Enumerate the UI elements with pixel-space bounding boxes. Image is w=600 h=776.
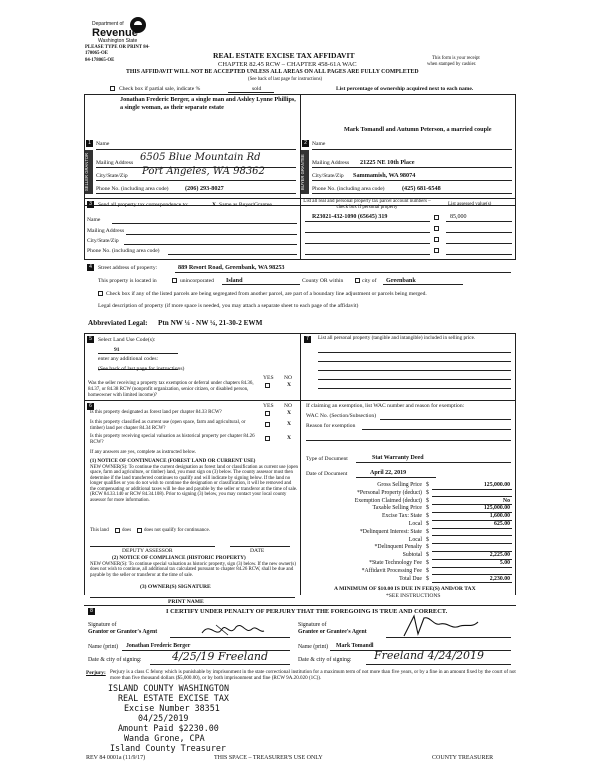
- land-use-label: Select Land Use Code(s):: [98, 337, 156, 343]
- grantor-signature-label-1: Signature of: [88, 622, 117, 628]
- buyer-name-value: Mark Tomandl and Autumn Peterson, a married couple: [344, 126, 492, 133]
- does-not-checkbox[interactable]: [137, 528, 142, 533]
- grantee-name-label: Name (print): [298, 644, 329, 650]
- tax-row-label: *Delinquent Interest: State: [359, 528, 422, 535]
- grantee-date-city-label: Date & city of signing:: [298, 657, 352, 663]
- form-code-1: 170065-OE: [85, 51, 108, 56]
- tax-row-currency: $: [426, 497, 429, 504]
- this-land-label: This land: [90, 528, 109, 533]
- notice-compliance-title: (2) NOTICE OF COMPLIANCE (HISTORIC PROPERTY): [112, 555, 246, 561]
- tax-row-currency: $: [426, 536, 429, 543]
- stamp-line-2: REAL ESTATE EXCISE TAX: [118, 693, 229, 703]
- assessed-header: List assessed value(s): [448, 202, 492, 207]
- buyer-mailing-value[interactable]: 21225 NE 10th Place: [360, 159, 415, 166]
- does-not-label: does not qualify for continuance.: [144, 528, 210, 533]
- tax-row-label: *State Technology Fee: [369, 560, 422, 566]
- county-label: County OR within: [302, 278, 344, 284]
- grantor-signature-mark[interactable]: [196, 619, 266, 641]
- form-code-2: 84-178065-OE: [85, 58, 115, 63]
- see-back-header: (See back of last page for instructions): [248, 77, 323, 82]
- historic-no-mark[interactable]: X: [287, 435, 292, 441]
- ownership-note: List percentage of ownership acquired next to each name.: [336, 86, 474, 92]
- forest-land-question: Is this property designated as forest land per chapter 84.33 RCW?: [90, 410, 222, 415]
- warning-text: THIS AFFIDAVIT WILL NOT BE ACCEPTED UNLESS ALL AREAS ON ALL PAGES ARE FULLY COMPLETED: [126, 69, 419, 75]
- tax-row-label: Exemption Claimed (deduct): [354, 497, 422, 504]
- agency-line3: Washington State: [98, 38, 138, 44]
- type-document-value[interactable]: Stat Warranty Deed: [372, 455, 424, 461]
- located-label: This property is located in: [98, 278, 157, 284]
- tax-row-currency: $: [426, 505, 429, 512]
- seller-city-label: City/State/Zip: [96, 173, 128, 179]
- stamp-line-3: Excise Number 38351: [124, 703, 220, 713]
- tax-row-currency: $: [426, 560, 429, 566]
- tax-row-label: Local: [408, 536, 422, 543]
- see-back-land-use: (See back of last page for instructions): [98, 366, 185, 372]
- notice-continuance-text: NEW OWNER(S): To continue the current designation as forest land or classification as current use (open space, farm and agriculture, or timber) land, you must sign on (3) below. The county assessor must then determine if the land transferred continues to qualify and will indicate by signing below. If the land no longer qualifies or you do not wish to continue the designation or classification, it will be removed and the compensating or additional taxes will be due and payable by the seller or transferor at the time of sale. (RCW 84.33.140 or RCW 84.34.108). Prior to signing (3) below, you may contact your local county assessor for more information.: [90, 465, 298, 503]
- forest-yes-checkbox[interactable]: [265, 411, 270, 416]
- certify-statement: I CERTIFY UNDER PENALTY OF PERJURY THAT THE FOREGOING IS TRUE AND CORRECT.: [166, 608, 448, 615]
- tax-row-value[interactable]: No: [502, 497, 510, 504]
- send-correspondence-label: Send all property tax correspondence to:: [98, 202, 189, 208]
- send-correspondence-mark[interactable]: X: [212, 202, 217, 208]
- tax-row-value[interactable]: 625.00: [494, 521, 510, 527]
- exemption-reason-label: Reason for exemption: [306, 423, 356, 429]
- seller-name-label: Name: [96, 141, 110, 147]
- historic-yes-checkbox[interactable]: [265, 436, 270, 441]
- tax-row-value[interactable]: 125,000.00: [483, 482, 510, 488]
- minimum-due-note: A MINIMUM OF $10.00 IS DUE IN FEE(S) AND/OR TAX: [334, 586, 476, 592]
- grantor-name-value[interactable]: Jonathan Frederic Berger: [126, 643, 191, 649]
- parcel-header: List all real and personal property tax parcel account numbers – check box if personal property: [303, 199, 431, 210]
- treasurer-use-only: THIS SPACE – TREASURER'S USE ONLY: [214, 755, 323, 761]
- tax-row-value[interactable]: 2,225.00: [489, 552, 510, 559]
- legal-description-note: Legal description of property (if more space is needed, you may attach a separate sheet to each page of the affidavit): [98, 303, 359, 309]
- notice-compliance-text: NEW OWNER(S): To continue special valuation as historic property, sign (3) below. If the new owner(s) does not wish to continue, all additional tax calculated pursuant to chapter 84.26 RCW, shall be due and payable by the seller or transferor at the time of sale.: [90, 562, 296, 578]
- city-of-label: city of: [362, 278, 377, 284]
- tax-row-label: Gross Selling Price: [377, 482, 422, 488]
- buyer-phone-label: Phone No. (including area code): [312, 186, 385, 192]
- tax-row-currency: $: [426, 544, 429, 551]
- tax-row-label: Taxable Selling Price: [372, 505, 422, 512]
- stamp-line-1: ISLAND COUNTY WASHINGTON: [108, 683, 230, 693]
- section-6-number: 6: [87, 403, 94, 410]
- abbrev-legal-label: Abbreviated Legal:: [88, 319, 148, 327]
- segregated-checkbox[interactable]: [98, 291, 103, 296]
- grantor-signature-label-2: Grantor or Grantor's Agent: [88, 629, 158, 635]
- stamp-line-5: Amount Paid $2230.00: [118, 723, 219, 733]
- form-subtitle: CHAPTER 82.45 RCW – CHAPTER 458-61A WAC: [218, 61, 357, 68]
- grantor-date-city-label: Date & city of signing:: [88, 657, 142, 663]
- sec6-no-header: NO: [284, 403, 293, 409]
- buyer-city-value[interactable]: Sammamish, WA 98074: [353, 172, 416, 179]
- stamp-line-4: 04/25/2019: [138, 713, 189, 723]
- section-4-number: 4: [87, 264, 94, 271]
- section-7-number: 7: [304, 336, 311, 343]
- wac-intro: If claiming an exemption, list WAC number and reason for exemption:: [306, 403, 465, 409]
- tax-row-currency: $: [426, 513, 429, 520]
- does-label: does: [122, 528, 132, 533]
- seller-phone-value[interactable]: (206) 293-8027: [185, 185, 224, 192]
- tax-row-label: *Personal Property (deduct): [356, 489, 422, 496]
- notice-continuance-title: (1) NOTICE OF CONTINUANCE (FOREST LAND OR CURRENT USE): [90, 458, 256, 464]
- forest-no-mark[interactable]: X: [287, 410, 292, 416]
- current-use-no-mark[interactable]: X: [287, 421, 292, 427]
- see-instructions-note: *SEE INSTRUCTIONS: [386, 593, 441, 599]
- tax-row-label: Subtotal: [402, 552, 422, 559]
- exemption-no-mark[interactable]: X: [287, 382, 292, 388]
- tax-row-value[interactable]: 5.00: [499, 560, 510, 566]
- stamp-line-7: Island County Treasurer: [110, 743, 226, 753]
- tax-row-currency: $: [426, 489, 429, 496]
- tax-row-label: Excise Tax: State: [381, 513, 422, 520]
- assessor-date-label: DATE: [250, 548, 265, 554]
- land-use-value[interactable]: 91: [114, 347, 120, 353]
- unincorporated-checkbox[interactable]: [172, 278, 177, 283]
- seller-mailing-value[interactable]: 6505 Blue Mountain Rd: [140, 152, 261, 163]
- owner-signature-label: (3) OWNER(S) SIGNATURE: [140, 584, 211, 590]
- type-document-label: Type of Document: [306, 456, 348, 462]
- date-document-label: Date of Document: [306, 471, 348, 477]
- parcel-value[interactable]: R23021-432-1090 (65645) 319: [312, 214, 388, 220]
- street-value[interactable]: 889 Resort Road, Greenbank, WA 98253: [178, 264, 285, 271]
- tax-row-label: *Affidavit Processing Fee: [361, 567, 422, 574]
- does-checkbox[interactable]: [115, 528, 120, 533]
- tax-row-currency: $: [426, 482, 429, 488]
- tax-row-value[interactable]: 1,600.00: [489, 513, 510, 520]
- parcel-checkbox-2[interactable]: [434, 226, 439, 231]
- print-name-label: PRINT NAME: [168, 599, 204, 605]
- section-5-number: 5: [87, 336, 94, 343]
- seller-name-value: Jonathan Frederic Berger, a single man and Ashley Lynne Phillips, a single woman, as their separate estate: [120, 96, 296, 112]
- please-type: PLEASE TYPE OR PRINT 84-: [85, 45, 150, 50]
- grantee-date-city-value[interactable]: Freeland 4/24/2019: [374, 649, 485, 662]
- partial-sale-checkbox[interactable]: [110, 86, 115, 91]
- county-value[interactable]: Island: [226, 277, 243, 284]
- section-8-number: 8: [88, 608, 95, 615]
- current-use-yes-checkbox[interactable]: [265, 422, 270, 427]
- seller-city-value[interactable]: Port Angeles, WA 98362: [142, 166, 265, 177]
- additional-codes-label: enter any additional codes:: [98, 356, 159, 362]
- grantee-signature-mark[interactable]: [400, 612, 480, 640]
- corr-phone-label: Phone No. (including area code): [87, 248, 160, 254]
- buyer-city-label: City/State/Zip: [312, 173, 344, 179]
- if-yes-note: If any answers are yes, complete as instructed below.: [90, 450, 197, 455]
- buyer-name-label: Name: [312, 141, 326, 147]
- tax-row-label: *Delinquent Penalty: [374, 544, 422, 551]
- exemption-yes-checkbox[interactable]: [265, 383, 270, 388]
- tax-row-currency: $: [426, 575, 429, 582]
- form-revision: REV 84 0001a (11/9/17): [86, 755, 146, 761]
- perjury-label: Perjury:: [86, 670, 106, 676]
- seller-mailing-label: Mailing Address: [96, 160, 134, 166]
- sec5-no-header: NO: [284, 375, 293, 381]
- segregated-note: Check box if any of the listed parcels are being segregated from another parcel, are part of a boundary line adjustment or parcels being merged.: [106, 291, 427, 297]
- assessed-value[interactable]: 85,000: [450, 214, 467, 220]
- buyer-mailing-label: Mailing Address: [312, 160, 350, 166]
- perjury-text: Perjury is a class C felony which is punishable by imprisonment in the state correctional institution for a maximum term of not more than five years, or by a fine in an amount fixed by the court of not more than five thousand dollars ($5,000.00), or by both imprisonment and fine (RCW 9A.20.020 (1C)).: [110, 669, 516, 681]
- section-3-number: 3: [87, 201, 94, 208]
- corr-mailing-label: Mailing Address: [87, 228, 125, 234]
- tax-row-value[interactable]: 2,230.00: [489, 575, 510, 582]
- corr-city-label: City/State/Zip: [87, 238, 119, 244]
- grantor-date-city-value[interactable]: 4/25/19 Freeland: [172, 650, 269, 663]
- parcel-checkbox-1[interactable]: [434, 215, 439, 220]
- tax-row-currency: $: [426, 552, 429, 559]
- parcel-checkbox-4[interactable]: [434, 248, 439, 253]
- receipt-note-1: This form is your receipt: [432, 56, 480, 61]
- seller-side-label: SELLER GRANTOR: [85, 150, 93, 194]
- parcel-checkbox-3[interactable]: [434, 237, 439, 242]
- exemption-question: Was the seller receiving a property tax exemption or deferral under chapters 84.36, 84.37, or 84.38 RCW (nonprofit organization, senior citizen, or disabled person, homeowner with limited income)?: [88, 381, 254, 398]
- city-checkbox[interactable]: [355, 278, 360, 283]
- tax-row-label: Total Due: [399, 575, 422, 582]
- tax-row-value[interactable]: 125,000.00: [483, 505, 510, 512]
- sec6-yes-header: YES: [263, 403, 274, 409]
- same-as-buyer: Same as Buyer/Grantee: [219, 202, 272, 208]
- agency-line2: Revenue: [92, 27, 138, 39]
- street-label: Street address of property:: [98, 265, 158, 271]
- form-title: REAL ESTATE EXCISE TAX AFFIDAVIT: [213, 51, 355, 60]
- wac-number-label: WAC No. (Section/Subsection): [306, 413, 377, 419]
- unincorporated-label: unincorporated: [180, 278, 214, 284]
- section-1-number: 1: [86, 140, 93, 147]
- deputy-assessor-label: DEPUTY ASSESSOR: [122, 548, 173, 554]
- abbrev-legal-value[interactable]: Ptn NW ¼ - NW ¼, 21-30-2 EWM: [158, 319, 263, 327]
- buyer-side-label: BUYER GRANTEE: [301, 150, 309, 194]
- buyer-phone-value[interactable]: (425) 681-6548: [402, 185, 441, 192]
- agency-line1: Department of: [92, 21, 124, 27]
- section-2-number: 2: [302, 140, 309, 147]
- historic-question: Is this property receiving special valuation as historical property per chapter 84.26 RCW?: [90, 434, 255, 445]
- tax-row-currency: $: [426, 528, 429, 535]
- county-treasurer-label: COUNTY TREASURER: [432, 755, 494, 761]
- personal-property-label: List all personal property (tangible and intangible) included in selling price.: [318, 335, 476, 341]
- partial-sale-label: Check box if partial sale, indicate %: [119, 86, 201, 92]
- receipt-note-2: when stamped by cashier.: [427, 62, 477, 67]
- partial-sale-value: sold: [252, 86, 262, 92]
- current-use-question: Is this property classified as current use (open space, farm and agricultural, or timber) land per chapter 84.34 RCW?: [90, 420, 246, 431]
- date-document-value[interactable]: April 22, 2019: [370, 470, 407, 476]
- grantor-name-label: Name (print): [88, 644, 119, 650]
- stamp-line-6: Wanda Grone, CPA: [124, 733, 205, 743]
- grantee-name-value[interactable]: Mark Tomandl: [336, 643, 374, 649]
- grantee-signature-label-1: Signature of: [298, 622, 327, 628]
- tax-row-currency: $: [426, 521, 429, 527]
- city-value[interactable]: Greenbank: [386, 277, 416, 284]
- tax-row-currency: $: [426, 567, 429, 574]
- corr-name-label: Name: [87, 217, 101, 223]
- seller-phone-label: Phone No. (including area code): [96, 186, 169, 192]
- tax-row-label: Local: [408, 521, 422, 527]
- sec5-yes-header: YES: [263, 375, 274, 381]
- grantee-signature-label-2: Grantee or Grantee's Agent: [298, 629, 367, 635]
